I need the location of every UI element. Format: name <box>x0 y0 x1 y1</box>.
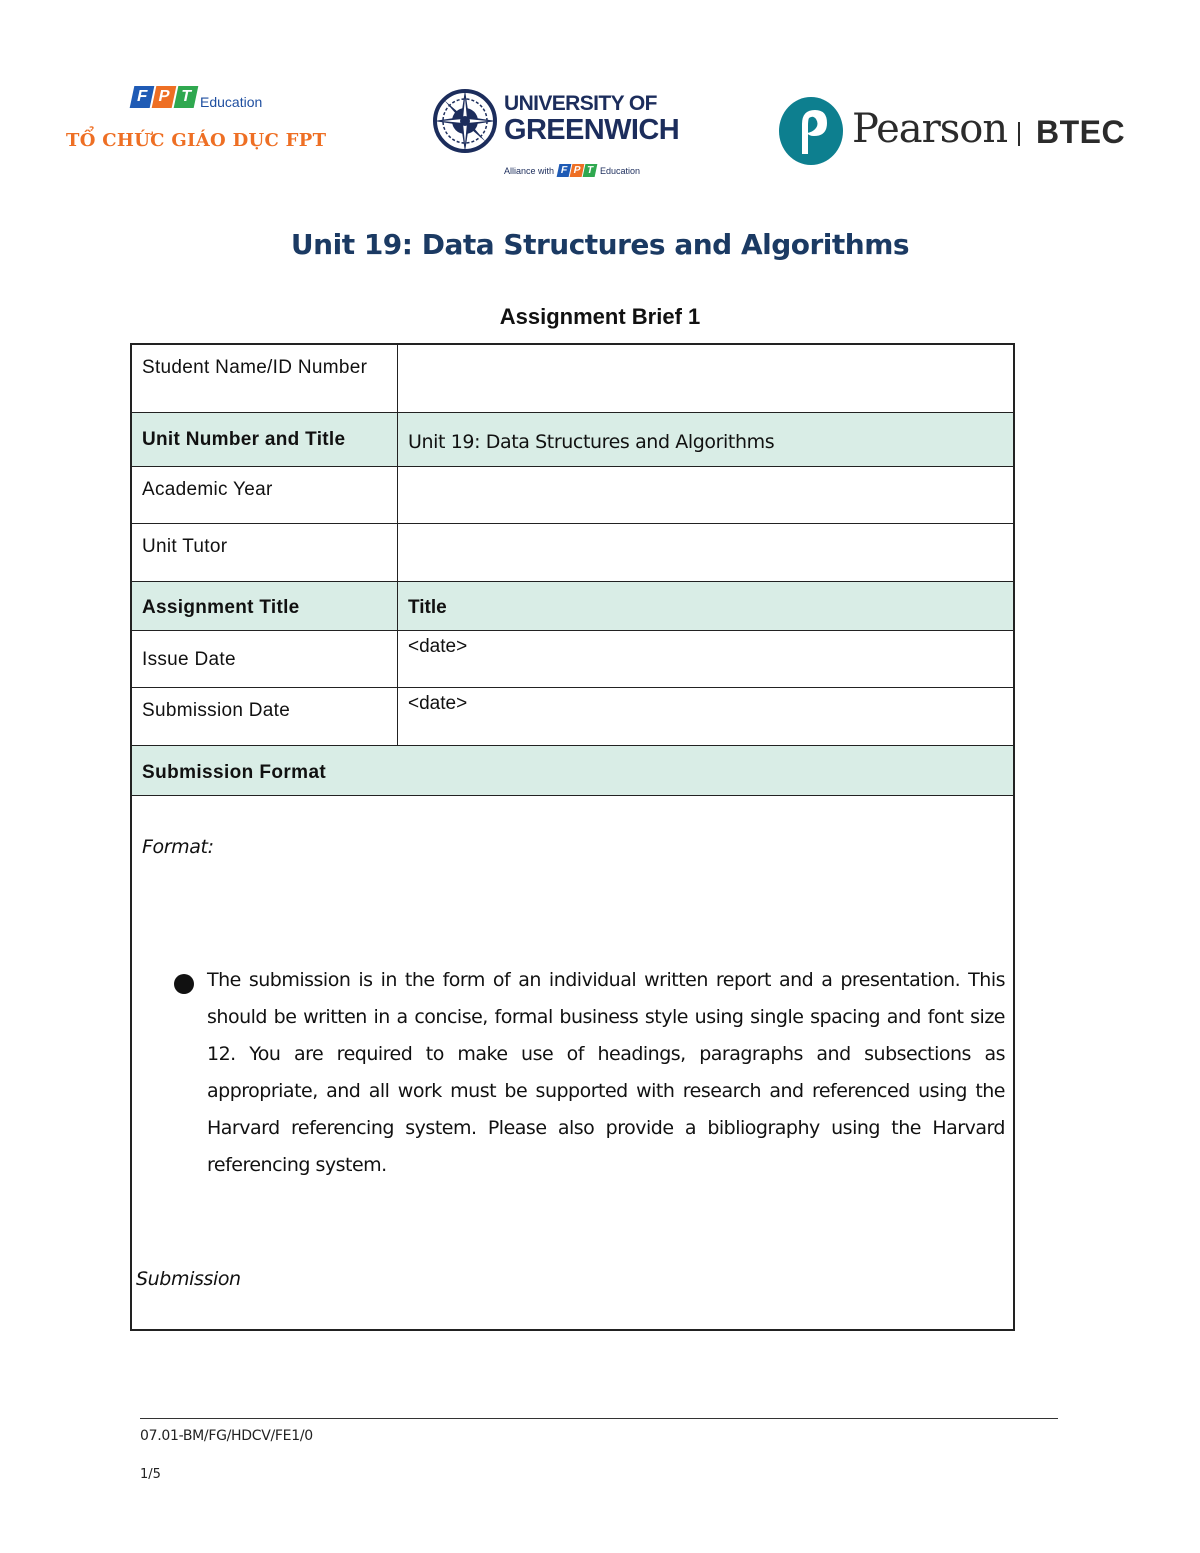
fpt-education-logo <box>66 84 336 164</box>
pearson-btec-logo <box>778 96 1128 170</box>
format-description: The submission is in the form of an individual written report and a presentation. This should be written in a concise, formal business style using single spacing and font size 12. You are required to make use of headings, paragraphs and subsections as appropriate, and all work must be supported with research and referenced using the Harvard referencing system. Please also provide a bibliography using the Harvard referencing system. <box>207 969 1005 1176</box>
submission-format-header: Submission Format <box>142 761 327 783</box>
mini-fpt-mark <box>557 164 598 177</box>
bullet-icon <box>174 974 194 994</box>
alliance-prefix: Alliance with <box>504 165 555 176</box>
label-student-name: Student Name/ID Number <box>132 345 398 412</box>
greenwich-line-2: GREENWICH <box>504 114 680 146</box>
mini-letter-f: F <box>557 164 572 177</box>
alliance-suffix: Education <box>600 165 641 176</box>
pearson-wordmark: Pearson <box>852 106 1008 152</box>
fpt-letter-t: T <box>174 86 199 108</box>
row-issue-date <box>132 631 1013 688</box>
value-unit-number: Unit 19: Data Structures and Algorithms <box>408 430 775 453</box>
pearson-p-icon <box>778 96 844 166</box>
greenwich-line-1: UNIVERSITY OF <box>504 92 657 115</box>
format-label: Format: <box>142 836 214 858</box>
fpt-organization-name: TỔ CHỨC GIÁO DỤC FPT <box>66 130 327 151</box>
label-submission-date: Submission Date <box>132 688 398 745</box>
row-unit-tutor <box>132 524 1013 582</box>
submission-label: Submission <box>136 1268 241 1290</box>
value-academic-year <box>398 467 1013 523</box>
footer-page-number: 1/5 <box>140 1467 161 1482</box>
assignment-brief-title: Assignment Brief 1 <box>499 304 701 329</box>
fpt-letter-p: P <box>152 86 177 108</box>
label-issue-date: Issue Date <box>132 631 398 687</box>
pearson-separator <box>1018 122 1020 146</box>
label-assignment-title: Assignment Title <box>132 582 398 630</box>
row-submission-format-header <box>132 746 1013 796</box>
footer-document-code: 07.01-BM/FG/HDCV/FE1/0 <box>140 1428 313 1444</box>
value-student-name <box>398 345 1013 412</box>
row-student-name <box>132 345 1013 413</box>
label-academic-year: Academic Year <box>132 467 398 523</box>
fpt-education-subtitle: Education <box>200 94 263 110</box>
value-submission-date: <date> <box>408 693 468 714</box>
greenwich-alliance <box>504 164 640 177</box>
unit-title: Unit 19: Data Structures and Algorithms <box>290 228 910 261</box>
mini-letter-t: T <box>583 164 598 177</box>
row-unit-number <box>132 413 1013 467</box>
value-assignment-title: Title <box>408 597 447 618</box>
value-unit-tutor <box>398 524 1013 581</box>
label-unit-tutor: Unit Tutor <box>132 524 398 581</box>
row-assignment-title <box>132 582 1013 631</box>
row-submission-date <box>132 688 1013 746</box>
university-of-greenwich-logo <box>432 88 680 184</box>
row-academic-year <box>132 467 1013 524</box>
fpt-letter-f: F <box>130 86 155 108</box>
mini-letter-p: P <box>570 164 585 177</box>
fpt-letter-mark <box>130 86 199 108</box>
label-unit-number: Unit Number and Title <box>132 413 398 466</box>
value-issue-date: <date> <box>408 636 468 657</box>
row-submission-format-body <box>132 796 1013 1329</box>
footer-divider <box>140 1418 1058 1419</box>
assignment-brief-table <box>130 343 1015 1331</box>
btec-wordmark: BTEC <box>1036 114 1126 150</box>
compass-rose-icon <box>432 88 498 154</box>
